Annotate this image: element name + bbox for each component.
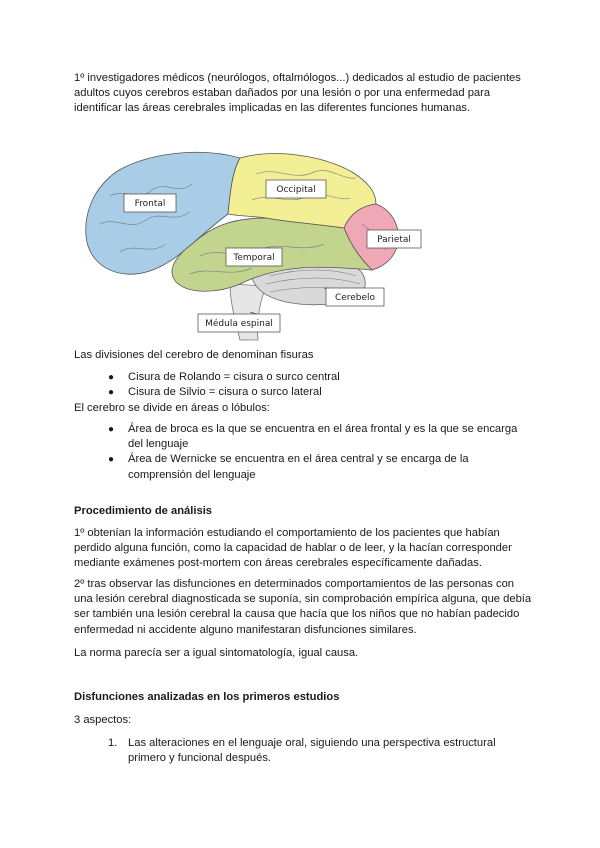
label-cerebelo: Cerebelo <box>334 293 376 303</box>
fisuras-list <box>108 370 528 400</box>
label-frontal: Frontal <box>134 199 166 209</box>
bullet-icon: ● <box>108 424 115 435</box>
procedimiento-p1: 1º obtenían la información estudiando el comportamiento de los pacientes que habían perdido alguna función, como la capacidad de hablar o de leer, y la hacían corresponder mediante exámenes post-mortem con áreas cerebrales específicamente dañadas. <box>74 527 512 570</box>
list-item: ● Cisura de Silvio = cisura o surco lateral <box>108 385 528 400</box>
label-medula: Médula espinal <box>205 319 273 329</box>
list-number: 1. <box>108 737 118 749</box>
intro-paragraph: 1º investigadores médicos (neurólogos, oftalmólogos...) dedicados al estudio de pacientes adultos cuyos cerebros estaban dañados por una lesión o por una enfermedad para identificar las áreas cerebrales implicadas en las diferentes funciones humanas. <box>74 72 521 115</box>
procedimiento-p2: 2º tras observar las disfunciones en determinados comportamientos de las personas con una lesión cerebral diagnosticada se suponía, sin comprobación empírica alguna, que debía ser también una lesión cerebral la causa que hacía que los niños que no habían padecido enfermedad ni accidente alguno manifestaran disfunciones similares. <box>74 578 532 636</box>
list-item: 1. Las alteraciones en el lenguaje oral, siguiendo una perspectiva estructural primero y funcional después. <box>108 737 496 765</box>
disfunciones-list <box>108 736 528 766</box>
list-item: ● Área de Wernicke se encuentra en el área central y se encarga de la comprensión del lenguaje <box>108 453 469 481</box>
disfunciones-intro: 3 aspectos: <box>74 714 132 726</box>
bullet-icon: ● <box>108 372 115 383</box>
list-item: ● Área de broca es la que se encuentra en el área frontal y es la que se encarga del lenguaje <box>108 423 518 451</box>
fisuras-intro: Las divisiones del cerebro de denominan fisuras <box>74 349 314 361</box>
areas-list <box>108 422 528 483</box>
label-occipital: Occipital <box>276 185 316 195</box>
label-parietal: Parietal <box>377 235 411 245</box>
brain-diagram <box>80 144 440 344</box>
label-temporal: Temporal <box>233 253 275 263</box>
bullet-icon: ● <box>108 454 115 466</box>
list-item: ● Cisura de Rolando = cisura o surco central <box>108 370 528 385</box>
disfunciones-heading: Disfunciones analizadas en los primeros estudios <box>74 691 340 703</box>
procedimiento-heading: Procedimiento de análisis <box>74 505 213 517</box>
procedimiento-p3: La norma parecía ser a igual sintomatología, igual causa. <box>74 647 359 659</box>
areas-intro: El cerebro se divide en áreas o lóbulos: <box>74 402 270 414</box>
bullet-icon: ● <box>108 387 115 399</box>
